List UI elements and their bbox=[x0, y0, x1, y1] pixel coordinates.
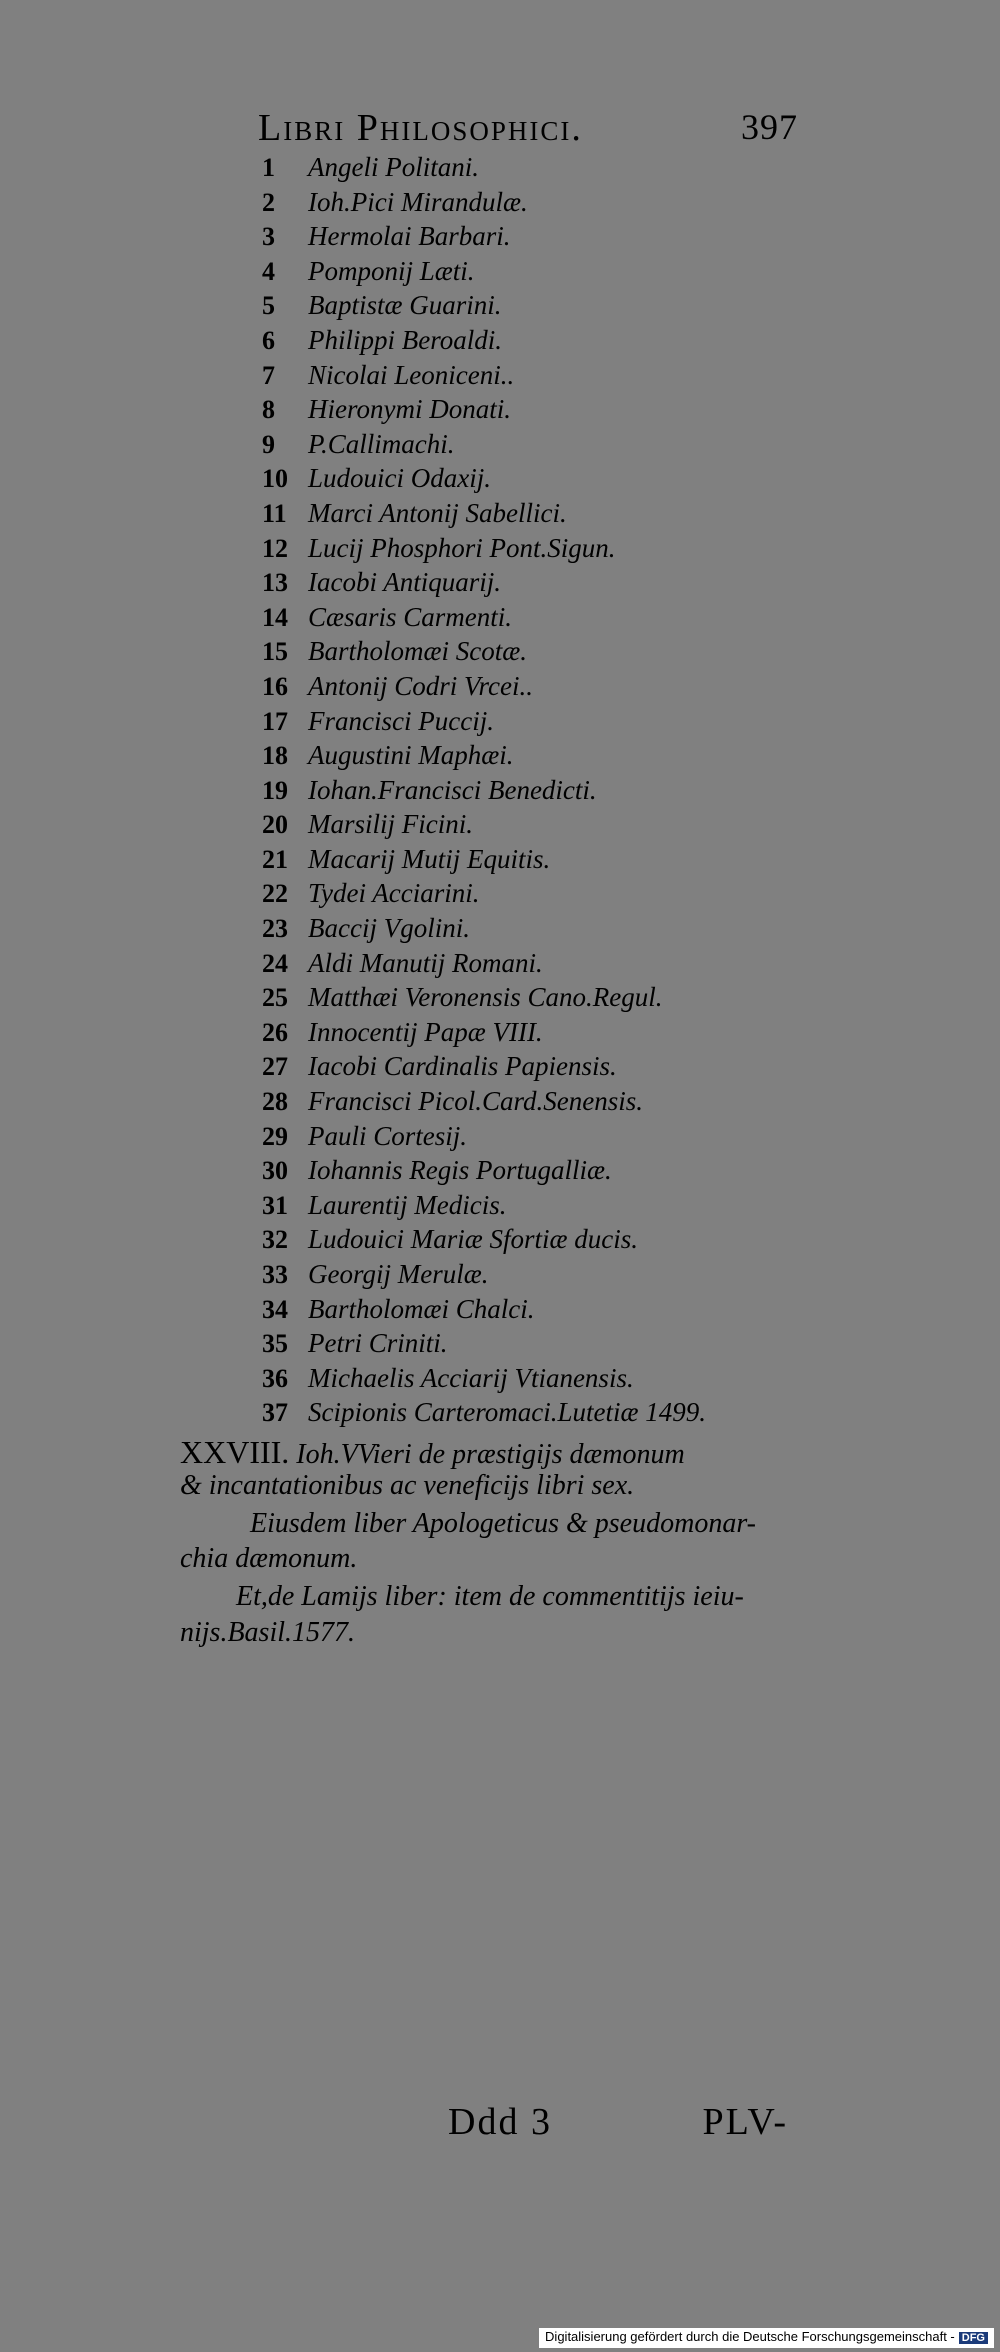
list-item-name: Baptistæ Guarini. bbox=[308, 290, 502, 321]
list-item-number: 35 bbox=[262, 1329, 288, 1359]
list-item bbox=[262, 496, 802, 531]
list-item bbox=[262, 1084, 802, 1119]
list-item bbox=[262, 704, 802, 739]
list-item bbox=[262, 254, 802, 289]
list-item bbox=[262, 323, 802, 358]
list-item-number: 12 bbox=[262, 533, 288, 563]
author-list bbox=[262, 150, 802, 1430]
list-item-name: Angeli Politani. bbox=[308, 152, 479, 182]
list-item-name: Philippi Beroaldi. bbox=[308, 324, 502, 355]
list-item bbox=[262, 185, 802, 220]
list-item-number: 24 bbox=[262, 948, 288, 978]
dfg-logo: DFG bbox=[959, 2332, 988, 2344]
list-item bbox=[262, 669, 802, 704]
list-item-name: P.Callimachi. bbox=[308, 428, 455, 459]
list-item-name: Hieronymi Donati. bbox=[308, 394, 511, 425]
list-item-name: Marci Antonij Sabellici. bbox=[308, 497, 567, 528]
entry-line: & incantationibus ac veneficijs libri sex. bbox=[180, 1470, 635, 1501]
page-number: 397 bbox=[741, 107, 798, 147]
list-item bbox=[262, 1188, 802, 1223]
signature-mark: Ddd 3 bbox=[448, 2101, 552, 2143]
entry-line: nijs.Basil.1577. bbox=[180, 1617, 356, 1648]
list-item-number: 13 bbox=[262, 568, 288, 598]
list-item-number: 31 bbox=[262, 1190, 288, 1220]
list-item-number: 19 bbox=[262, 775, 288, 805]
list-item bbox=[262, 219, 802, 254]
list-item-name: Iacobi Cardinalis Papiensis. bbox=[308, 1051, 617, 1082]
credit-text: Digitalisierung gefördert durch die Deutsche Forschungsgemeinschaft - bbox=[545, 2329, 955, 2344]
list-item-number: 34 bbox=[262, 1294, 288, 1324]
list-item bbox=[262, 600, 802, 635]
list-item bbox=[262, 392, 802, 427]
list-item-name: Nicolai Leoniceni.. bbox=[308, 359, 515, 390]
list-item bbox=[262, 288, 802, 323]
list-item-name: Petri Criniti. bbox=[308, 1328, 448, 1359]
list-item bbox=[262, 1119, 802, 1154]
list-item bbox=[262, 1326, 802, 1361]
list-item bbox=[262, 1222, 802, 1257]
list-item-number: 8 bbox=[262, 395, 275, 425]
list-item-name: Francisci Puccij. bbox=[308, 705, 494, 736]
list-item bbox=[262, 634, 802, 669]
list-item-name: Francisci Picol.Card.Senensis. bbox=[308, 1086, 643, 1117]
list-item-name: Scipionis Carteromaci.Lutetiæ 1499. bbox=[308, 1397, 706, 1428]
running-header bbox=[258, 106, 798, 156]
entry-line: Et,de Lamijs liber: item de commentitijs ieiu- bbox=[236, 1581, 744, 1612]
list-item-name: Ludouici Odaxij. bbox=[308, 463, 491, 494]
list-item bbox=[262, 911, 802, 946]
running-title: Libri Philosophici. bbox=[258, 107, 583, 149]
list-item bbox=[262, 1361, 802, 1396]
list-item-number: 3 bbox=[262, 222, 275, 252]
list-item-number: 27 bbox=[262, 1052, 288, 1082]
list-item-name: Laurentij Medicis. bbox=[308, 1189, 507, 1220]
list-item-number: 7 bbox=[262, 360, 275, 390]
list-item-name: Augustini Maphæi. bbox=[308, 740, 514, 771]
list-item-number: 9 bbox=[262, 429, 275, 459]
list-item-name: Macarij Mutij Equitis. bbox=[308, 843, 551, 874]
list-item-number: 26 bbox=[262, 1017, 288, 1047]
list-item-number: 30 bbox=[262, 1156, 288, 1186]
list-item-name: Ioh.Pici Mirandulæ. bbox=[308, 186, 528, 217]
list-item-name: Iohannis Regis Portugalliæ. bbox=[308, 1155, 612, 1186]
list-item-name: Aldi Manutij Romani. bbox=[308, 947, 543, 978]
list-item-name: Iohan.Francisci Benedicti. bbox=[308, 774, 597, 805]
list-item-number: 20 bbox=[262, 810, 288, 840]
list-item-name: Innocentij Papæ VIII. bbox=[308, 1016, 543, 1047]
list-item-number: 25 bbox=[262, 983, 288, 1013]
list-item-number: 14 bbox=[262, 602, 288, 632]
list-item bbox=[262, 531, 802, 566]
list-item-name: Iacobi Antiquarij. bbox=[308, 567, 501, 598]
list-item bbox=[262, 565, 802, 600]
list-item-number: 36 bbox=[262, 1363, 288, 1393]
list-item-number: 11 bbox=[262, 498, 287, 528]
list-item bbox=[262, 461, 802, 496]
entry-line: chia dæmonum. bbox=[180, 1543, 358, 1574]
list-item-number: 29 bbox=[262, 1121, 288, 1151]
list-item bbox=[262, 1049, 802, 1084]
list-item bbox=[262, 1153, 802, 1188]
list-item-name: Marsilij Ficini. bbox=[308, 809, 473, 840]
list-item-number: 17 bbox=[262, 706, 288, 736]
list-item bbox=[262, 1015, 802, 1050]
list-item-number: 5 bbox=[262, 291, 275, 321]
list-item-name: Bartholomæi Chalci. bbox=[308, 1293, 535, 1324]
catchword: PLV- bbox=[702, 2101, 788, 2143]
list-item bbox=[262, 738, 802, 773]
list-item-name: Baccij Vgolini. bbox=[308, 913, 470, 944]
page-footer bbox=[448, 2100, 788, 2150]
list-item-number: 10 bbox=[262, 464, 288, 494]
list-item bbox=[262, 150, 802, 185]
list-item-name: Matthæi Veronensis Cano.Regul. bbox=[308, 982, 663, 1013]
digitization-credit bbox=[539, 2328, 994, 2348]
list-item-name: Antonij Codri Vrcei.. bbox=[308, 670, 533, 701]
list-item bbox=[262, 807, 802, 842]
list-item bbox=[262, 946, 802, 981]
list-item-name: Hermolai Barbari. bbox=[308, 221, 511, 252]
list-item-number: 2 bbox=[262, 187, 275, 217]
list-item bbox=[262, 773, 802, 808]
list-item-name: Georgij Merulæ. bbox=[308, 1259, 489, 1289]
list-item bbox=[262, 1395, 802, 1430]
list-item bbox=[262, 1257, 802, 1292]
entry-line bbox=[180, 1434, 780, 1471]
list-item-name: Pauli Cortesij. bbox=[308, 1120, 468, 1151]
list-item-number: 18 bbox=[262, 741, 288, 771]
list-item-number: 21 bbox=[262, 844, 288, 874]
entry-number: XXVIII. bbox=[180, 1434, 290, 1470]
list-item-number: 37 bbox=[262, 1398, 288, 1428]
list-item-name: Michaelis Acciarij Vtianensis. bbox=[308, 1362, 634, 1393]
list-item bbox=[262, 427, 802, 462]
list-item-name: Tydei Acciarini. bbox=[308, 878, 480, 909]
list-item-name: Bartholomæi Scotæ. bbox=[308, 636, 528, 667]
list-item-number: 4 bbox=[262, 256, 275, 286]
list-item-number: 1 bbox=[262, 153, 275, 182]
list-item bbox=[262, 876, 802, 911]
list-item-name: Cæsaris Carmenti. bbox=[308, 601, 513, 632]
list-item bbox=[262, 1292, 802, 1327]
list-item bbox=[262, 980, 802, 1015]
list-item-number: 6 bbox=[262, 325, 275, 355]
list-item-number: 28 bbox=[262, 1087, 288, 1117]
list-item-name: Lucij Phosphori Pont.Sigun. bbox=[308, 532, 616, 563]
list-item-number: 32 bbox=[262, 1225, 288, 1255]
list-item-number: 15 bbox=[262, 637, 288, 667]
list-item bbox=[262, 842, 802, 877]
entry-title: Ioh.VVieri de præstigijs dæmonum bbox=[296, 1439, 685, 1470]
list-item-name: Ludouici Mariæ Sfortiæ ducis. bbox=[308, 1224, 639, 1255]
list-item-number: 33 bbox=[262, 1260, 288, 1289]
list-item-number: 16 bbox=[262, 671, 288, 701]
list-item-number: 23 bbox=[262, 914, 288, 944]
entry-line: Eiusdem liber Apologeticus & pseudomonar- bbox=[250, 1508, 756, 1539]
list-item-name: Pomponij Læti. bbox=[308, 255, 475, 286]
list-item bbox=[262, 358, 802, 393]
list-item-number: 22 bbox=[262, 879, 288, 909]
